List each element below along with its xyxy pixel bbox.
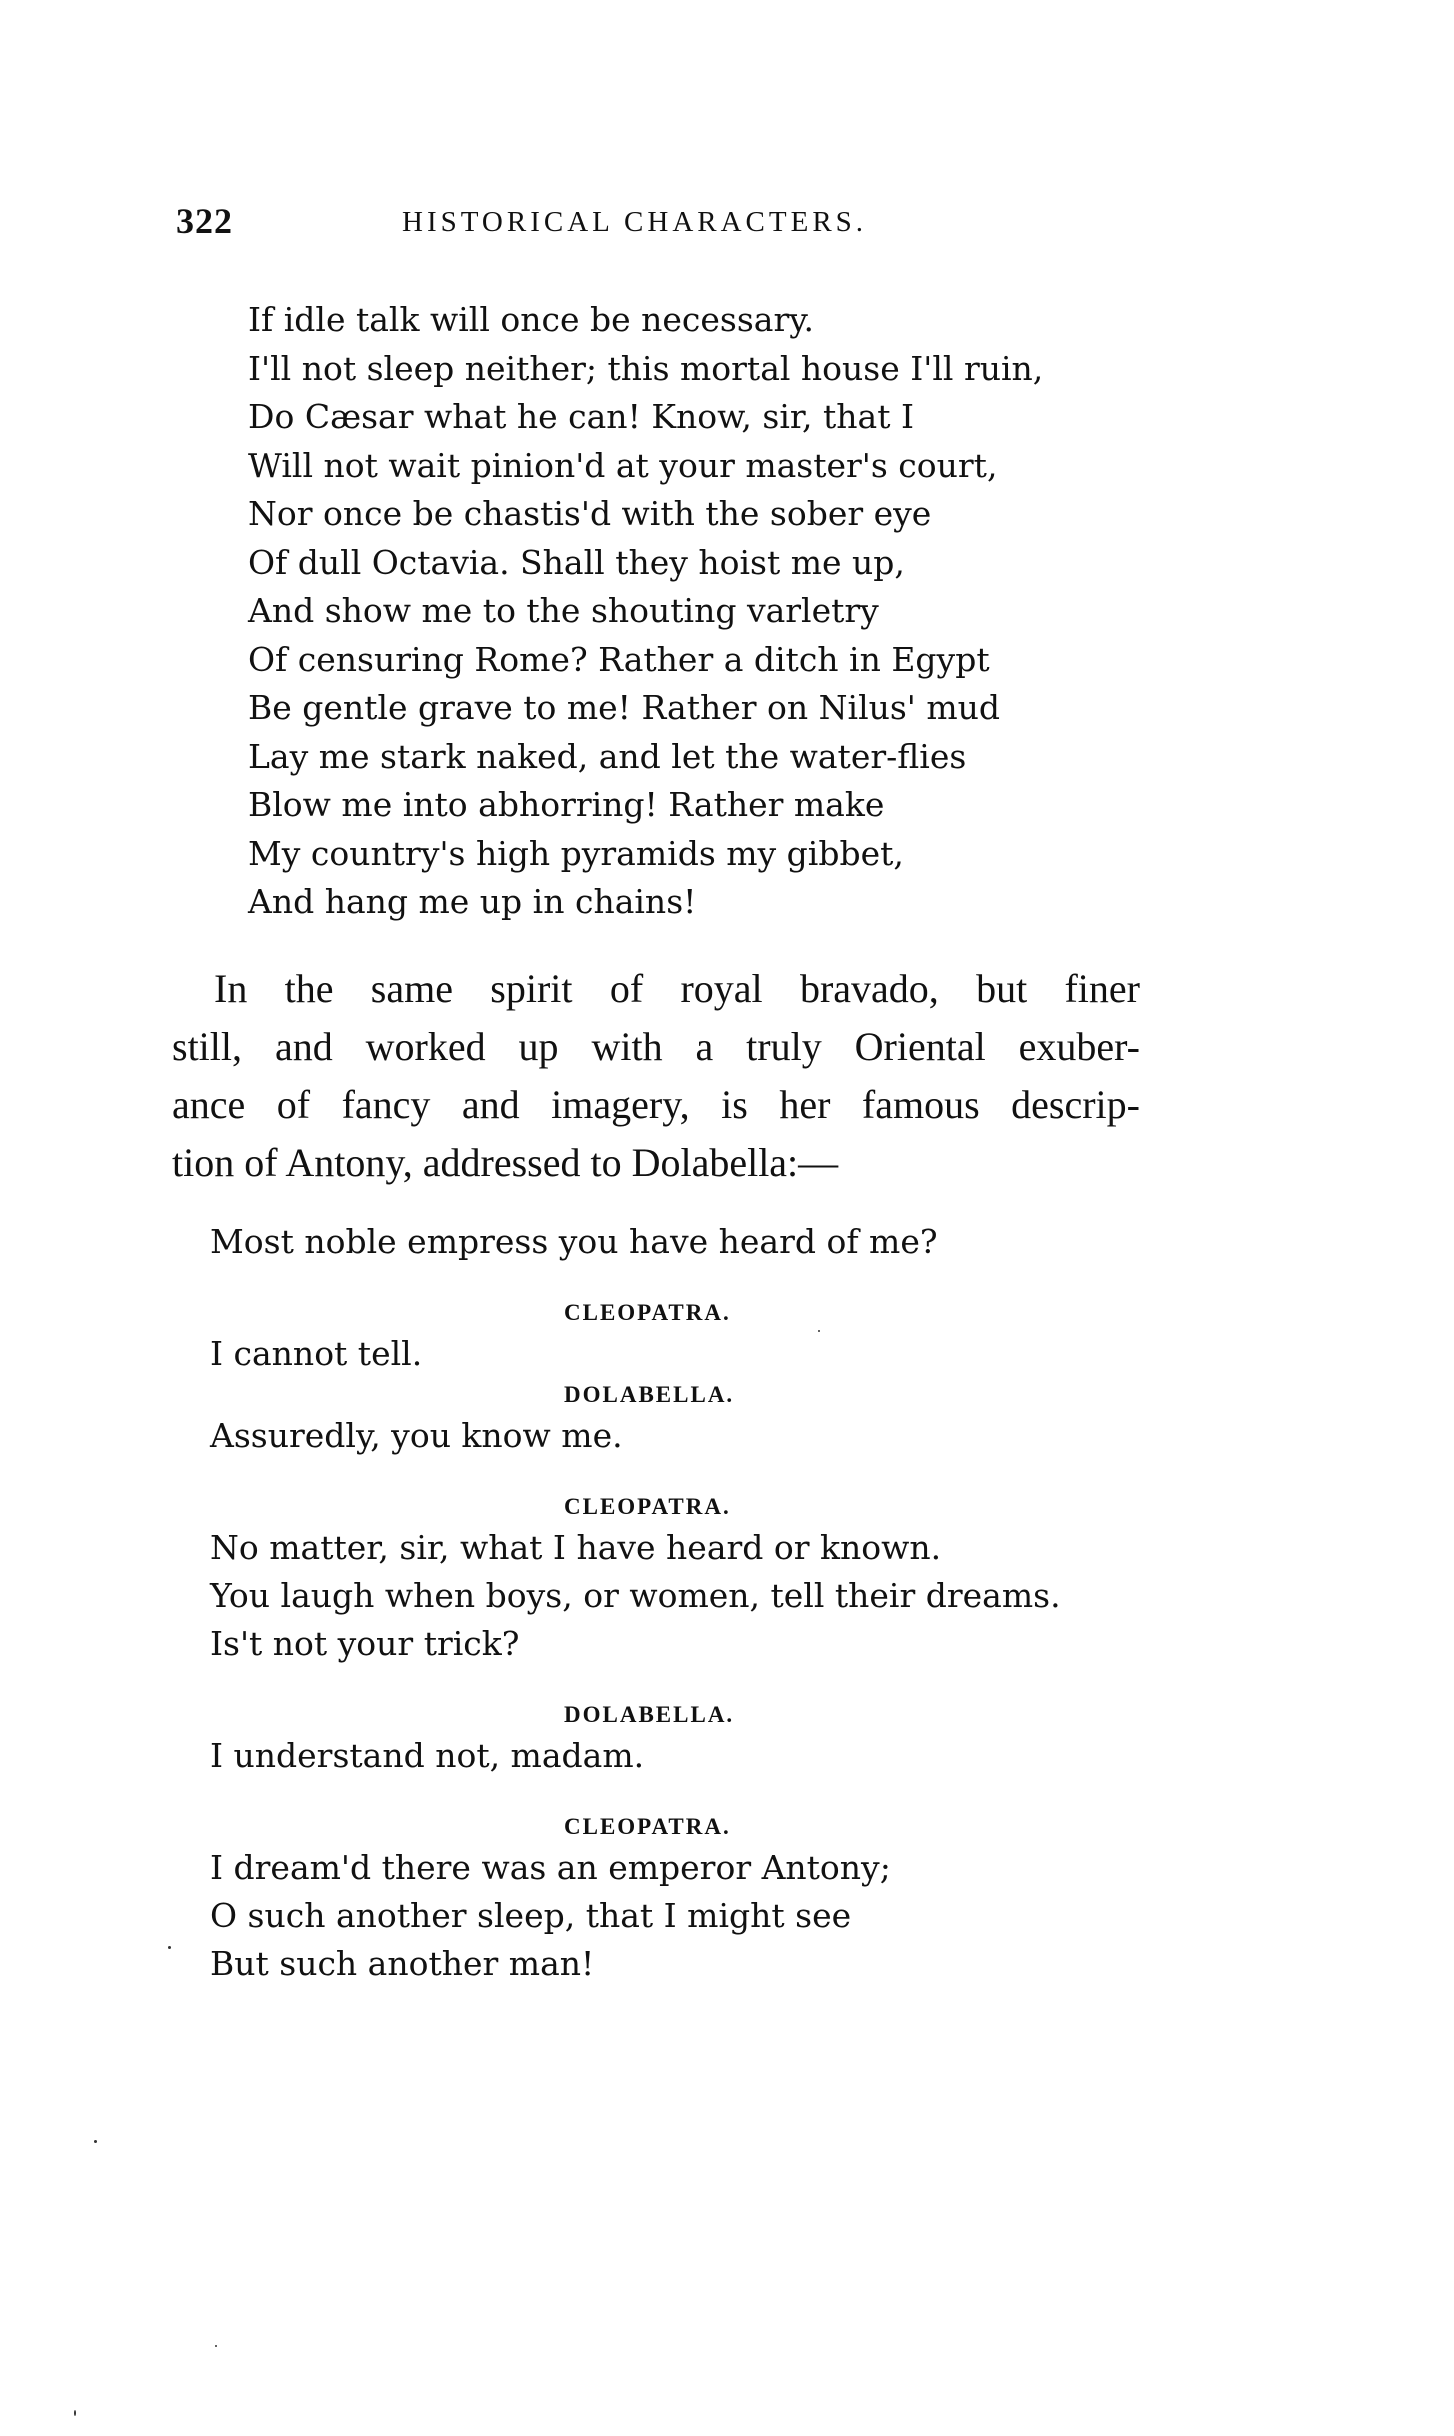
verse-line: Be gentle grave to me! Rather on Nilus' mud: [248, 688, 1001, 727]
speech-line: You laugh when boys, or women, tell their dreams.: [210, 1576, 1061, 1615]
speech-line: Most noble empress you have heard of me?: [210, 1222, 938, 1261]
speaker-name: CLEOPATRA.: [564, 1300, 731, 1325]
verse-line: Of censuring Rome? Rather a ditch in Egypt: [248, 639, 990, 679]
speech-line: I cannot tell.: [210, 1334, 423, 1373]
verse-line: My country's high pyramids my gibbet,: [248, 833, 904, 873]
prose-paragraph: [172, 960, 1140, 1192]
print-speck: [215, 2345, 217, 2347]
verse-line: Nor once be chastis'd with the sober eye: [248, 494, 932, 533]
page-number: 322: [176, 201, 233, 241]
dialogue-block: [210, 1218, 1110, 1988]
prose-line: tion of Antony, addressed to Dolabella:—: [172, 1140, 839, 1185]
speech-line: O such another sleep, that I might see: [210, 1896, 852, 1935]
verse-line: If idle talk will once be necessary.: [248, 300, 814, 339]
print-speck: [94, 2140, 97, 2143]
speech-line: Assuredly, you know me.: [210, 1416, 623, 1455]
print-speck: [168, 1946, 171, 1949]
print-speck: [74, 2410, 76, 2416]
verse-line: Will not wait pinion'd at your master's court,: [248, 445, 998, 485]
prose-line: ance of fancy and imagery, is her famous descrip-: [172, 1082, 1140, 1127]
verse-line: Do Cæsar what he can! Know, sir, that I: [248, 397, 914, 436]
speech-line: I understand not, madam.: [210, 1736, 645, 1775]
prose-line: In the same spirit of royal bravado, but finer: [214, 966, 1140, 1011]
verse-line: Lay me stark naked, and let the water-flies: [248, 736, 967, 776]
speech-line: I dream'd there was an emperor Antony;: [210, 1848, 891, 1887]
print-speck: [818, 1330, 820, 1332]
speech-line: No matter, sir, what I have heard or known.: [210, 1528, 942, 1567]
speaker-name: CLEOPATRA.: [564, 1814, 731, 1839]
verse-line: Of dull Octavia. Shall they hoist me up,: [248, 542, 905, 582]
speaker-name: CLEOPATRA.: [564, 1494, 731, 1519]
verse-line: Blow me into abhorring! Rather make: [248, 785, 885, 824]
speaker-name: DOLABELLA.: [564, 1702, 735, 1727]
verse-line: And hang me up in chains!: [248, 882, 697, 921]
verse-line: And show me to the shouting varletry: [248, 591, 879, 630]
speech-line: Is't not your trick?: [210, 1624, 520, 1663]
running-title: HISTORICAL CHARACTERS.: [402, 206, 868, 238]
prose-line: still, and worked up with a truly Oriental exuber-: [172, 1024, 1140, 1069]
speaker-name: DOLABELLA.: [564, 1382, 735, 1407]
running-head: [176, 200, 976, 250]
speech-line: But such another man!: [210, 1944, 595, 1983]
verse-line: I'll not sleep neither; this mortal house I'll ruin,: [248, 348, 1044, 388]
verse-block: [248, 296, 1043, 927]
